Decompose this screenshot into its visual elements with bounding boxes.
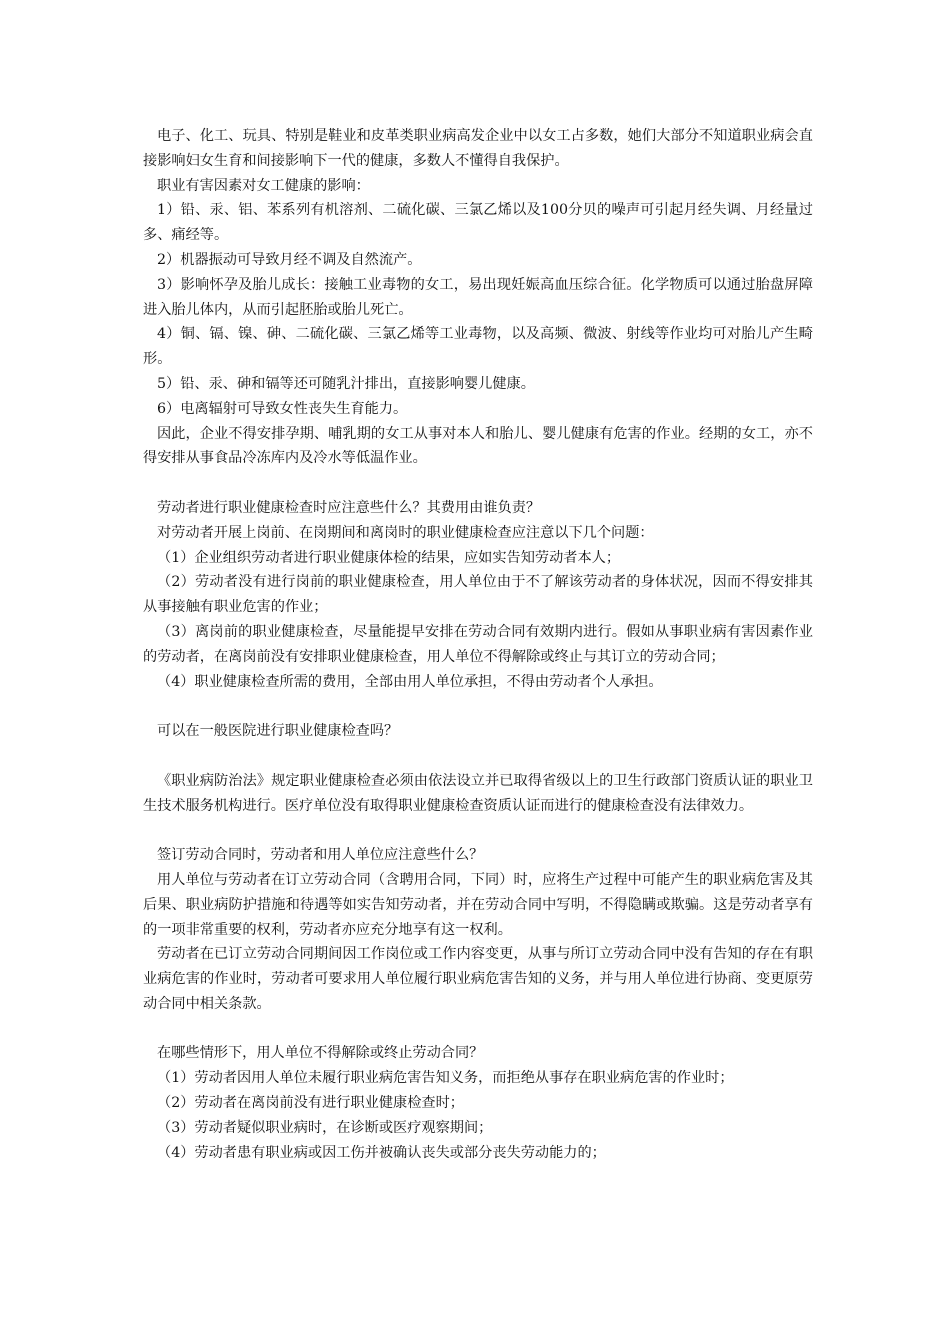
list-item: （3）劳动者疑似职业病时，在诊断或医疗观察期间；	[157, 1119, 493, 1136]
paragraph: 电子、化工、玩具、特别是鞋业和皮革类职业病高发企业中以女工占多数，她们大部分不知道职业病会直接影响妇女生育和间接影响下一代的健康，多数人不懂得自我保护。	[143, 128, 813, 169]
blank-line	[143, 471, 813, 496]
list-item: （1）劳动者因用人单位未履行职业病危害告知义务，而拒绝从事存在职业病危害的作业时；	[157, 1070, 734, 1087]
blank-line	[143, 694, 813, 719]
list-item: 5）铅、汞、砷和镉等还可随乳汁排出，直接影响婴儿健康。	[157, 375, 535, 392]
list-item: （2）劳动者没有进行岗前的职业健康检查，用人单位由于不了解该劳动者的身体状况，因而不得安排其从事接触有职业危害的作业；	[143, 574, 813, 616]
list-item: 4）铜、镉、镍、砷、二硫化碳、三氯乙烯等工业毒物，以及高频、微波、射线等作业均可对胎儿产生畸形。	[143, 326, 813, 368]
paragraph: 对劳动者开展上岗前、在岗期间和离岗时的职业健康检查应注意以下几个问题：	[157, 524, 654, 541]
blank-line	[143, 1017, 813, 1042]
list-item: 3）影响怀孕及胎儿成长：接触工业毒物的女工，易出现妊娠高血压综合征。化学物质可以通过胎盘屏障进入胎儿体内，从而引起胚胎或胎儿死亡。	[143, 276, 813, 318]
question-heading: 劳动者进行职业健康检查时应注意些什么？其费用由谁负责？	[157, 499, 541, 516]
list-item: 1）铅、汞、铝、苯系列有机溶剂、二硫化碳、三氯乙烯以及100分贝的噪声可引起月经失调、月经量过多、痛经等。	[143, 202, 813, 244]
question-heading: 在哪些情形下，用人单位不得解除或终止劳动合同？	[157, 1045, 484, 1062]
list-item: 6）电离辐射可导致女性丧失生育能力。	[157, 400, 408, 417]
list-item: 2）机器振动可导致月经不调及自然流产。	[157, 251, 422, 268]
paragraph: 劳动者在已订立劳动合同期间因工作岗位或工作内容变更，从事与所订立劳动合同中没有告知的存在有职业病危害的作业时，劳动者可要求用人单位履行职业病危害告知的义务，并与用人单位进行协商、变更原劳动合同中相关条款。	[143, 946, 813, 1012]
list-item: （2）劳动者在离岗前没有进行职业健康检查时；	[157, 1095, 464, 1112]
document-page	[143, 124, 813, 1165]
list-item: （1）企业组织劳动者进行职业健康体检的结果，应如实告知劳动者本人；	[157, 549, 621, 566]
paragraph: 《职业病防治法》规定职业健康检查必须由依法设立并已取得省级以上的卫生行政部门资质认证的职业卫生技术服务机构进行。医疗单位没有取得职业健康检查资质认证而进行的健康检查没有法律效力。	[143, 772, 813, 814]
list-item: （4）职业健康检查所需的费用，全部由用人单位承担，不得由劳动者个人承担。	[157, 673, 663, 690]
list-item: （4）劳动者患有职业病或因工伤并被确认丧失或部分丧失劳动能力的；	[157, 1144, 606, 1161]
paragraph: 因此，企业不得安排孕期、哺乳期的女工从事对本人和胎儿、婴儿健康有危害的作业。经期的女工，亦不得安排从事食品冷冻库内及冷水等低温作业。	[143, 425, 813, 467]
blank-line	[143, 744, 813, 769]
question-heading: 可以在一般医院进行职业健康检查吗？	[157, 723, 399, 740]
blank-line	[143, 818, 813, 843]
question-heading: 签订劳动合同时，劳动者和用人单位应注意些什么？	[157, 847, 484, 864]
list-item: （3）离岗前的职业健康检查，尽量能提早安排在劳动合同有效期内进行。假如从事职业病有害因素作业的劳动者，在离岗前没有安排职业健康检查，用人单位不得解除或终止与其订立的劳动合同；	[143, 623, 813, 665]
section-heading: 职业有害因素对女工健康的影响：	[157, 177, 370, 194]
paragraph: 用人单位与劳动者在订立劳动合同（含聘用合同，下同）时，应将生产过程中可能产生的职业病危害及其后果、职业病防护措施和待遇等如实告知劳动者，并在劳动合同中写明，不得隐瞒或欺骗。这是劳动者享有的一项非常重要的权利，劳动者亦应充分地享有这一权利。	[143, 871, 813, 938]
